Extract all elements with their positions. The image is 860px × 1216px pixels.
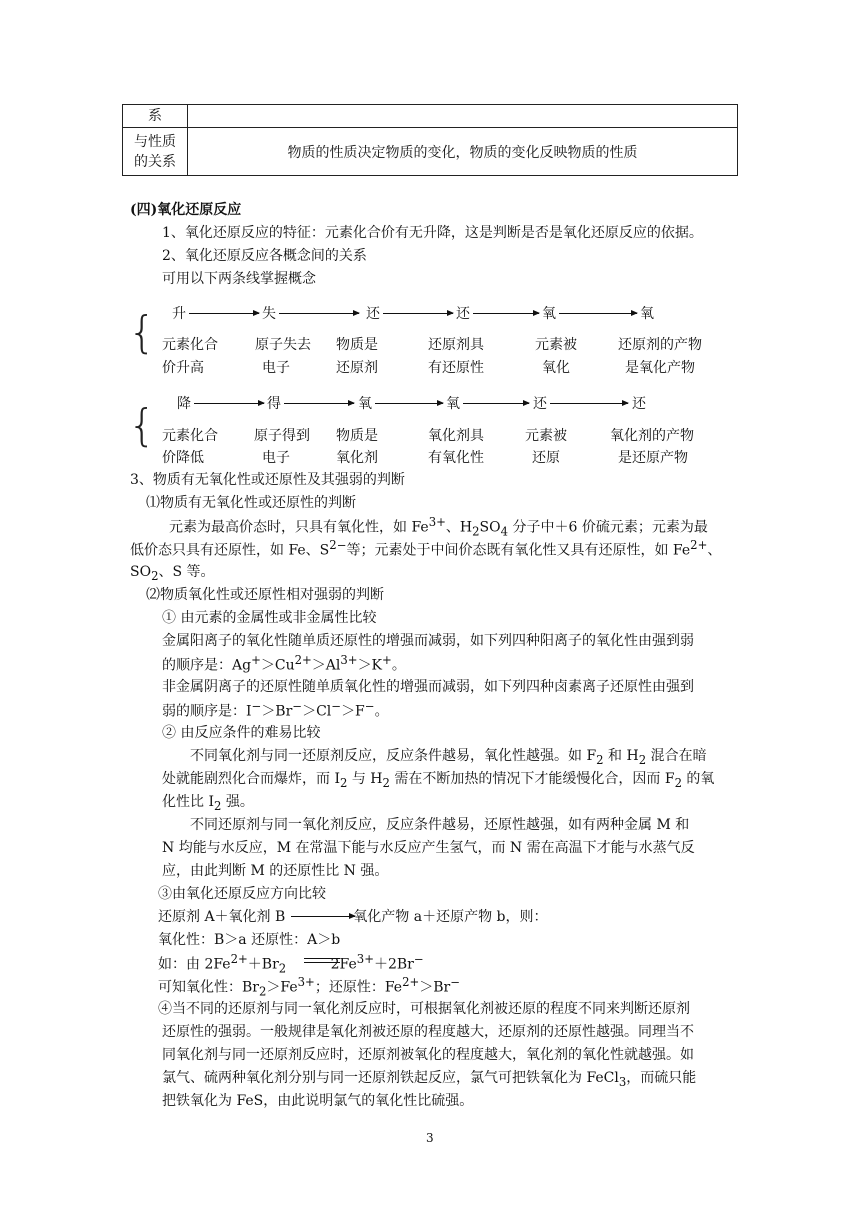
concept-cell: 氧化剂的产物 xyxy=(610,428,694,444)
concept-cell: 有氧化性 xyxy=(428,450,484,466)
paragraph-line: 金属阳离子的氧化性随单质还原性的增强而减弱，如下列四种阳离子的氧化性由强到弱 xyxy=(162,633,694,649)
concept-cell: 元素被 xyxy=(525,428,567,444)
paragraph-line: 非金属阴离子的还原性随单质氧化性的增强而减弱，如下列四种卤素离子还原性由强到 xyxy=(162,679,694,695)
concept-head: 降 xyxy=(177,396,191,412)
concept-head: 还 xyxy=(366,306,380,322)
paragraph: 氧化性：B＞a 还原性：A＞b xyxy=(158,932,341,948)
equals-icon xyxy=(304,958,340,963)
concept-cell: 是还原产物 xyxy=(618,450,688,466)
concept-cell: 有还原性 xyxy=(428,360,484,376)
table-cell: 系 xyxy=(123,105,188,128)
table-cell: 物质的性质决定物质的变化，物质的变化反映物质的性质 xyxy=(188,128,738,176)
property-table xyxy=(122,104,738,176)
concept-head: 氧 xyxy=(358,396,372,412)
arrow-icon xyxy=(189,313,259,314)
concept-cell: 元素化合 xyxy=(162,428,218,444)
paragraph-line: 不同还原剂与同一氧化剂反应，反应条件越易，还原性越强，如有两种金属 M 和 xyxy=(190,817,690,833)
paragraph-line: 可知氧化性：$Br_2>Fe^{3+}$；还原性：$Fe^{2+}>Br^-$ xyxy=(158,975,461,999)
concept-cell: 价升高 xyxy=(162,360,204,376)
concept-head: 还 xyxy=(533,396,547,412)
paragraph-line: 的顺序是：$Ag^+>Cu^{2+}>Al^{3+}>K^+$。 xyxy=(162,653,406,674)
left-brace-icon: { xyxy=(128,400,156,451)
concept-cell: 电子 xyxy=(262,450,290,466)
paragraph-line: ④当不同的还原剂与同一氧化剂反应时，可根据氧化剂被还原的程度不同来判断还原剂 xyxy=(158,1001,690,1017)
paragraph: ① 由元素的金属性或非金属性比较 xyxy=(162,610,377,626)
concept-head: 氧 xyxy=(446,396,460,412)
left-brace-icon: { xyxy=(128,307,156,358)
reaction-line: 还原剂 A＋氧化剂 B 氧化产物 a＋还原产物 b，则： xyxy=(158,909,548,925)
table-cell-line: 的关系 xyxy=(134,153,176,170)
concept-cell: 物质是 xyxy=(336,428,378,444)
concept-cell: 元素被 xyxy=(535,337,577,353)
concept-cell: 价降低 xyxy=(162,450,204,466)
arrow-icon xyxy=(284,403,354,404)
paragraph-line: 元素为最高价态时，只具有氧化性，如 $Fe^{3+}$、$H_2SO_4$ 分子中＋6 价硫元素；元素为最 xyxy=(169,515,708,539)
paragraph-line: $SO_2$、S 等。 xyxy=(130,564,215,583)
concept-cell: 还原剂的产物 xyxy=(618,337,702,353)
paragraph-line: 不同氧化剂与同一还原剂反应，反应条件越易，氧化性越强。如 $F_2$ 和 $H_2$ 混合在暗 xyxy=(190,748,707,767)
concept-head: 失 xyxy=(262,306,276,322)
arrow-icon xyxy=(463,403,529,404)
arrow-icon xyxy=(550,403,628,404)
concept-cell: 是氧化产物 xyxy=(625,360,695,376)
concept-cell: 原子失去 xyxy=(255,337,311,353)
section-title: (四)氧化还原反应 xyxy=(130,202,242,218)
paragraph-line: 应，由此判断 M 的还原性比 N 强。 xyxy=(162,863,389,879)
paragraph: 3、物质有无氧化性或还原性及其强弱的判断 xyxy=(130,472,405,488)
concept-cell: 还原剂 xyxy=(336,360,378,376)
paragraph-line: 同氧化剂与同一还原剂反应时，还原剂被氧化的程度越大，氧化剂的氧化性就越强。如 xyxy=(162,1047,694,1063)
concept-head: 得 xyxy=(267,396,281,412)
paragraph: ② 由反应条件的难易比较 xyxy=(162,725,321,741)
arrow-icon xyxy=(279,313,359,314)
equation-line: 如：由 $2Fe^{2+}+Br_2$ $2Fe^{3+}+2Br^-$ xyxy=(158,952,424,976)
page-number: 3 xyxy=(426,1131,434,1145)
concept-cell: 电子 xyxy=(262,360,290,376)
paragraph-line: 化性比 $I_2$ 强。 xyxy=(162,794,254,813)
paragraph-line: 氯气、硫两种氧化剂分别与同一还原剂铁起反应，氯气可把铁氧化为 FeCl$_3$，而硫只能 xyxy=(162,1070,697,1089)
concept-head: 升 xyxy=(172,306,186,322)
arrow-icon xyxy=(375,403,443,404)
concept-cell: 氧化剂具 xyxy=(428,428,484,444)
paragraph: ③由氧化还原反应方向比较 xyxy=(158,886,326,902)
concept-head: 还 xyxy=(456,306,470,322)
concept-cell: 物质是 xyxy=(336,337,378,353)
concept-head: 氧 xyxy=(542,306,556,322)
concept-cell: 还原 xyxy=(532,450,560,466)
paragraph: ⑵物质氧化性或还原性相对强弱的判断 xyxy=(146,587,384,603)
arrow-icon xyxy=(194,403,264,404)
paragraph: ⑴物质有无氧化性或还原性的判断 xyxy=(146,495,356,511)
paragraph-line: N 均能与水反应，M 在常温下能与水反应产生氢气，而 N 需在高温下才能与水蒸气反 xyxy=(162,840,695,856)
arrow-icon xyxy=(383,313,453,314)
paragraph-line: 处就能剧烈化合而爆炸，而 $I_2$ 与 $H_2$ 需在不断加热的情况下才能缓慢化合，因而 $F_2$ 的氧 xyxy=(162,771,715,790)
paragraph-line: 把铁氧化为 FeS，由此说明氯气的氧化性比硫强。 xyxy=(162,1093,474,1109)
concept-cell: 元素化合 xyxy=(162,337,218,353)
concept-cell: 氧化 xyxy=(542,360,570,376)
concept-head: 还 xyxy=(632,396,646,412)
table-cell-empty xyxy=(188,105,738,128)
concept-head: 氧 xyxy=(640,306,654,322)
paragraph-line: 弱的顺序是：I−＞Br−＞Cl−＞F−。 xyxy=(162,699,389,720)
paragraph: 可用以下两条线掌握概念 xyxy=(162,271,316,287)
arrow-icon xyxy=(473,313,539,314)
paragraph-line: 低价态只具有还原性，如 Fe、$S^{2-}$等；元素处于中间价态既有氧化性又具有还原性，如 $Fe^{2+}$、 xyxy=(130,538,722,559)
arrow-icon xyxy=(291,916,355,917)
table-cell xyxy=(123,128,188,176)
arrow-icon xyxy=(559,313,637,314)
paragraph: 1、氧化还原反应的特征：元素化合价有无升降，这是判断是否是氧化还原反应的依据。 xyxy=(162,225,703,241)
concept-cell: 还原剂具 xyxy=(428,337,484,353)
concept-cell: 原子得到 xyxy=(254,428,310,444)
paragraph-line: 还原性的强弱。一般规律是氧化剂被还原的程度越大，还原剂的还原性越强。同理当不 xyxy=(162,1024,694,1040)
table-cell-line: 与性质 xyxy=(134,133,176,150)
paragraph: 2、氧化还原反应各概念间的关系 xyxy=(162,248,367,264)
concept-cell: 氧化剂 xyxy=(336,450,378,466)
